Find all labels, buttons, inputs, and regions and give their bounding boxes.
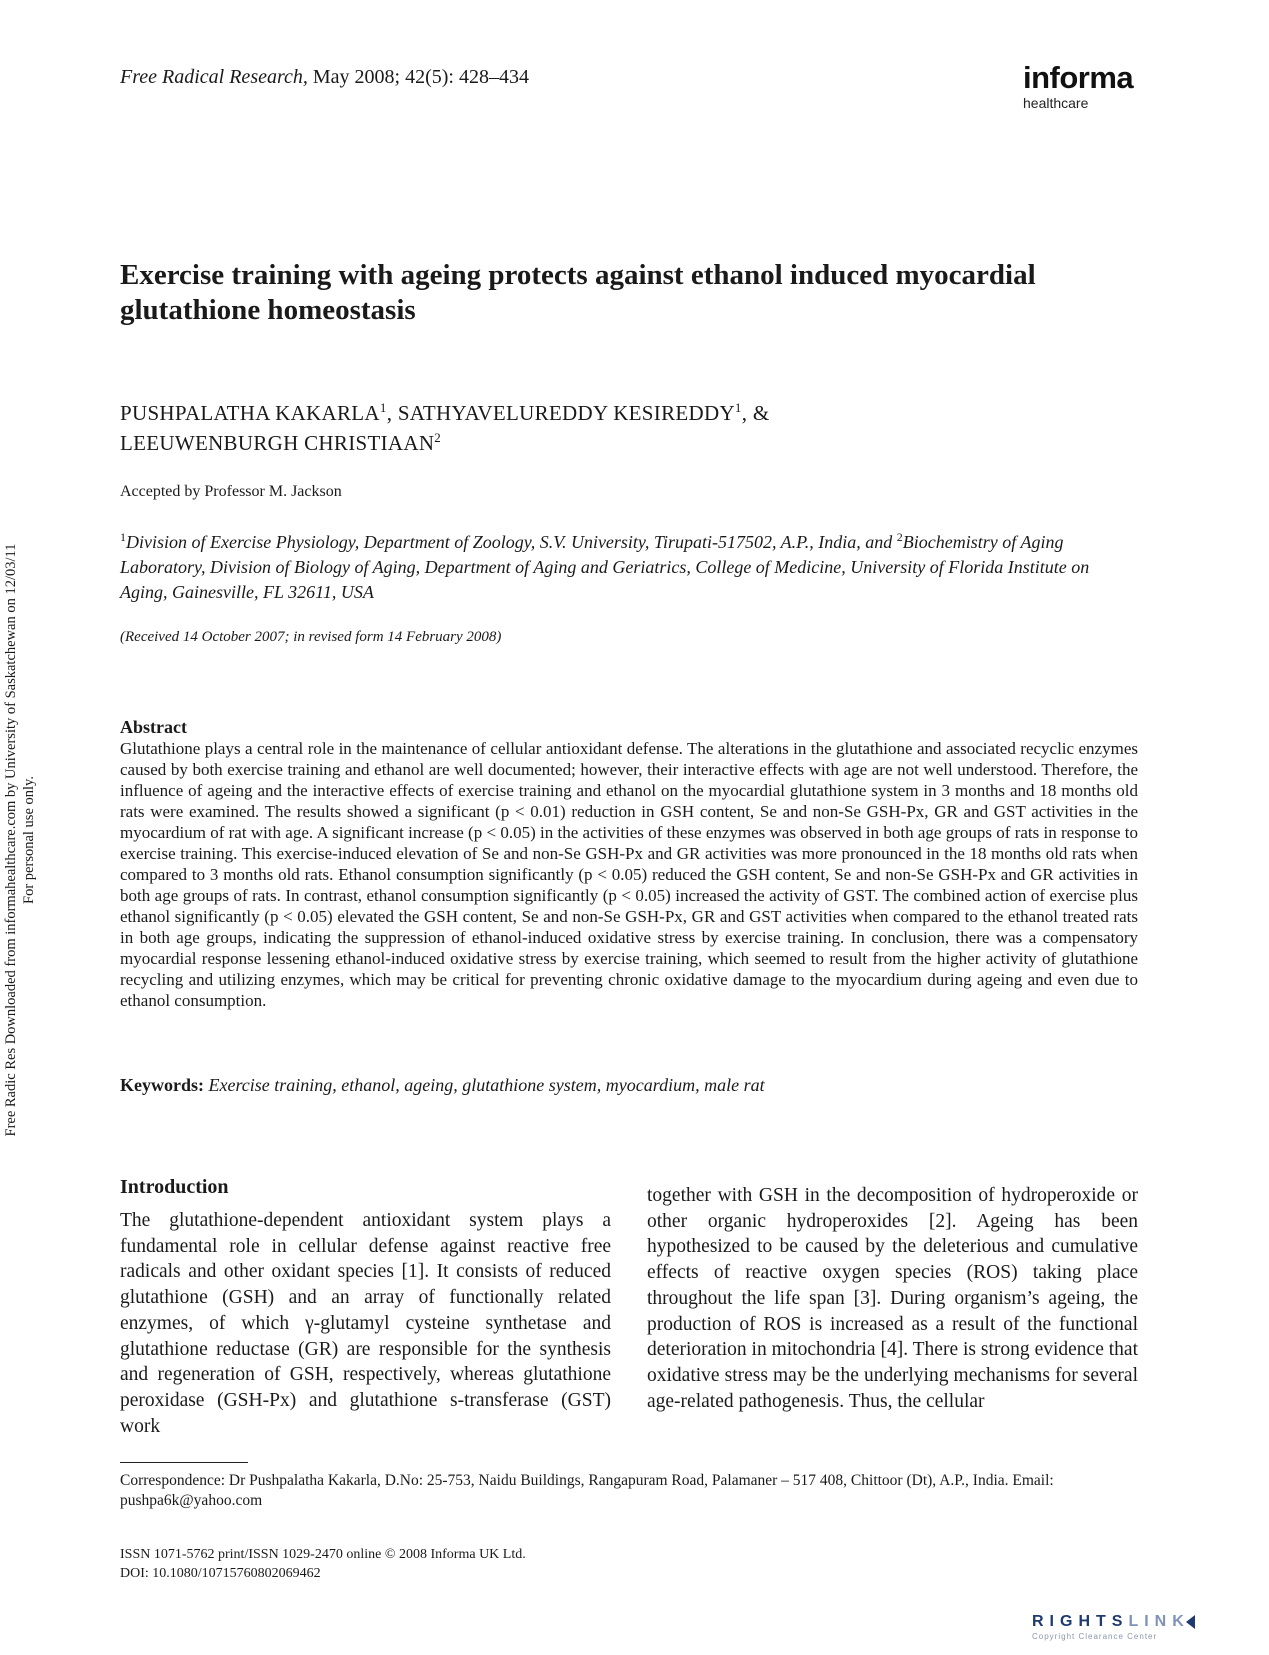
- author-3-affiliation: 2: [434, 430, 442, 445]
- side-note-line-2: For personal use only.: [21, 776, 37, 904]
- doi-line: DOI: 10.1080/10715760802069462: [120, 1566, 321, 1581]
- journal-name: Free Radical Research,: [120, 66, 308, 88]
- side-note-line-1: Free Radic Res Downloaded from informahealthcare.com by University of Saskatchewan on 12/03/11: [3, 543, 19, 1137]
- logo-main-text: informa: [1023, 60, 1134, 95]
- affiliation-1-text: Division of Exercise Physiology, Department of Zoology, S.V. University, Tirupati-517502, A.P., India, and: [126, 532, 897, 552]
- footnote-divider: [120, 1462, 248, 1463]
- logo-sub-text: healthcare: [1023, 95, 1089, 111]
- rightslink-light: LINK: [1128, 1613, 1190, 1630]
- issn-line: ISSN 1071-5762 print/ISSN 1029-2470 online © 2008 Informa UK Ltd.: [120, 1547, 526, 1562]
- rightslink-arrow-icon: [1186, 1615, 1195, 1629]
- download-side-note: [2, 490, 38, 1190]
- rightslink-wordmark: [1032, 1613, 1195, 1631]
- author-3: LEEUWENBURGH CHRISTIAAN: [120, 431, 435, 455]
- author-1: PUSHPALATHA KAKARLA: [120, 401, 380, 425]
- rightslink-subtitle: Copyright Clearance Center: [1032, 1632, 1158, 1641]
- affiliation-2-mark: 2: [896, 530, 903, 544]
- author-1-affiliation: 1: [379, 400, 387, 415]
- affiliations: [120, 530, 1140, 605]
- author-2-affiliation: 1: [734, 400, 742, 415]
- issn-block: [120, 1545, 526, 1583]
- journal-header: [120, 66, 529, 89]
- article-title: Exercise training with ageing protects against ethanol induced myocardial glutathione homeostasis: [120, 259, 1036, 326]
- introduction-heading: Introduction: [120, 1176, 229, 1198]
- author-separator: , &: [741, 401, 770, 425]
- rightslink-dark: RIGHTS: [1032, 1613, 1129, 1630]
- journal-citation: May 2008; 42(5): 428–434: [307, 66, 529, 88]
- abstract-heading: Abstract: [120, 717, 187, 737]
- author-2: SATHYAVELUREDDY KESIREDDY: [397, 401, 735, 425]
- introduction-left-column: The glutathione-dependent antioxidant system plays a fundamental role in cellular defense against reactive free radicals and other oxidant species [1]. It consists of reduced glutathione (GSH) and an array of functionally related enzymes, of which γ-glutamyl cysteine synthetase and glutathione reductase (GR) are responsible for the synthesis and regeneration of GSH, respectively, whereas glutathione peroxidase (GSH-Px) and glutathione s-transferase (GST) work: [120, 1210, 611, 1437]
- rightslink-logo[interactable]: [1032, 1613, 1195, 1641]
- keywords: [120, 1075, 765, 1096]
- received-dates: (Received 14 October 2007; in revised form 14 February 2008): [120, 629, 502, 645]
- author-list: [120, 398, 769, 458]
- keywords-text: Exercise training, ethanol, ageing, glutathione system, myocardium, male rat: [204, 1075, 765, 1095]
- accepted-by: Accepted by Professor M. Jackson: [120, 483, 342, 500]
- introduction-right-column: together with GSH in the decomposition of hydroperoxide or other organic hydroperoxides [2]. Ageing has been hypothesized to be caused by the deleterious and cumulative effects of reactive oxygen species (ROS) taking place throughout the life span [3]. During organism’s ageing, the production of ROS is increased as a result of the functional deterioration in mitochondria [4]. There is strong evidence that oxidative stress may be the underlying mechanisms for several age-related pathogenesis. Thus, the cellular: [647, 1185, 1138, 1412]
- affiliation-2-text: Biochemistry of Aging Laboratory, Division of Biology of Aging, Department of Aging and Geriatrics, College of Medicine, University of Florida Institute on Aging, Gainesville, FL 32611, USA: [120, 532, 1090, 602]
- abstract-body: Glutathione plays a central role in the maintenance of cellular antioxidant defense. The alterations in the glutathione and associated recyclic enzymes caused by both exercise training and ethanol are well documented; however, their interactive effects with age are not well understood. Therefore, the influence of ageing and the interactive effects of exercise training and ethanol on the myocardial glutathione system in 3 months and 18 months old rats were examined. The results showed a significant (p < 0.01) reduction in GSH content, Se and non-Se GSH-Px, GR and GST activities in the myocardium of rat with age. A significant increase (p < 0.05) in the activities of these enzymes was observed in both age groups of rats in response to exercise training. This exercise-induced elevation of Se and non-Se GSH-Px and GR activities was more pronounced in the 18 months old rats when compared to 3 months old rats. Ethanol consumption significantly (p < 0.05) reduced the GSH content, Se and non-Se GSH-Px and GR activities in both age groups of rats. In contrast, ethanol consumption significantly (p < 0.05) increased the activity of GST. The combined action of exercise plus ethanol significantly (p < 0.05) elevated the GSH content, Se and non-Se GSH-Px, GR and GST activities when compared to the ethanol treated rats in both age groups, indicating the suppression of ethanol-induced oxidative stress by exercise training. In conclusion, there was a compensatory myocardial response lessening ethanol-induced oxidative stress by exercise training, which seemed to result from the higher activity of glutathione recycling and utilizing enzymes, which may be critical for preventing chronic oxidative damage to the myocardium during ageing and even due to ethanol consumption.: [120, 739, 1138, 1010]
- informa-logo: [1023, 62, 1133, 111]
- correspondence-footnote: Correspondence: Dr Pushpalatha Kakarla, D.No: 25-753, Naidu Buildings, Rangapuram Road, Palamaner – 517 408, Chittoor (Dt), A.P., India. Email: pushpa6k@yahoo.com: [120, 1472, 1054, 1509]
- affiliation-1-mark: 1: [120, 530, 126, 544]
- author-separator: ,: [386, 401, 398, 425]
- keywords-label: Keywords:: [120, 1075, 204, 1095]
